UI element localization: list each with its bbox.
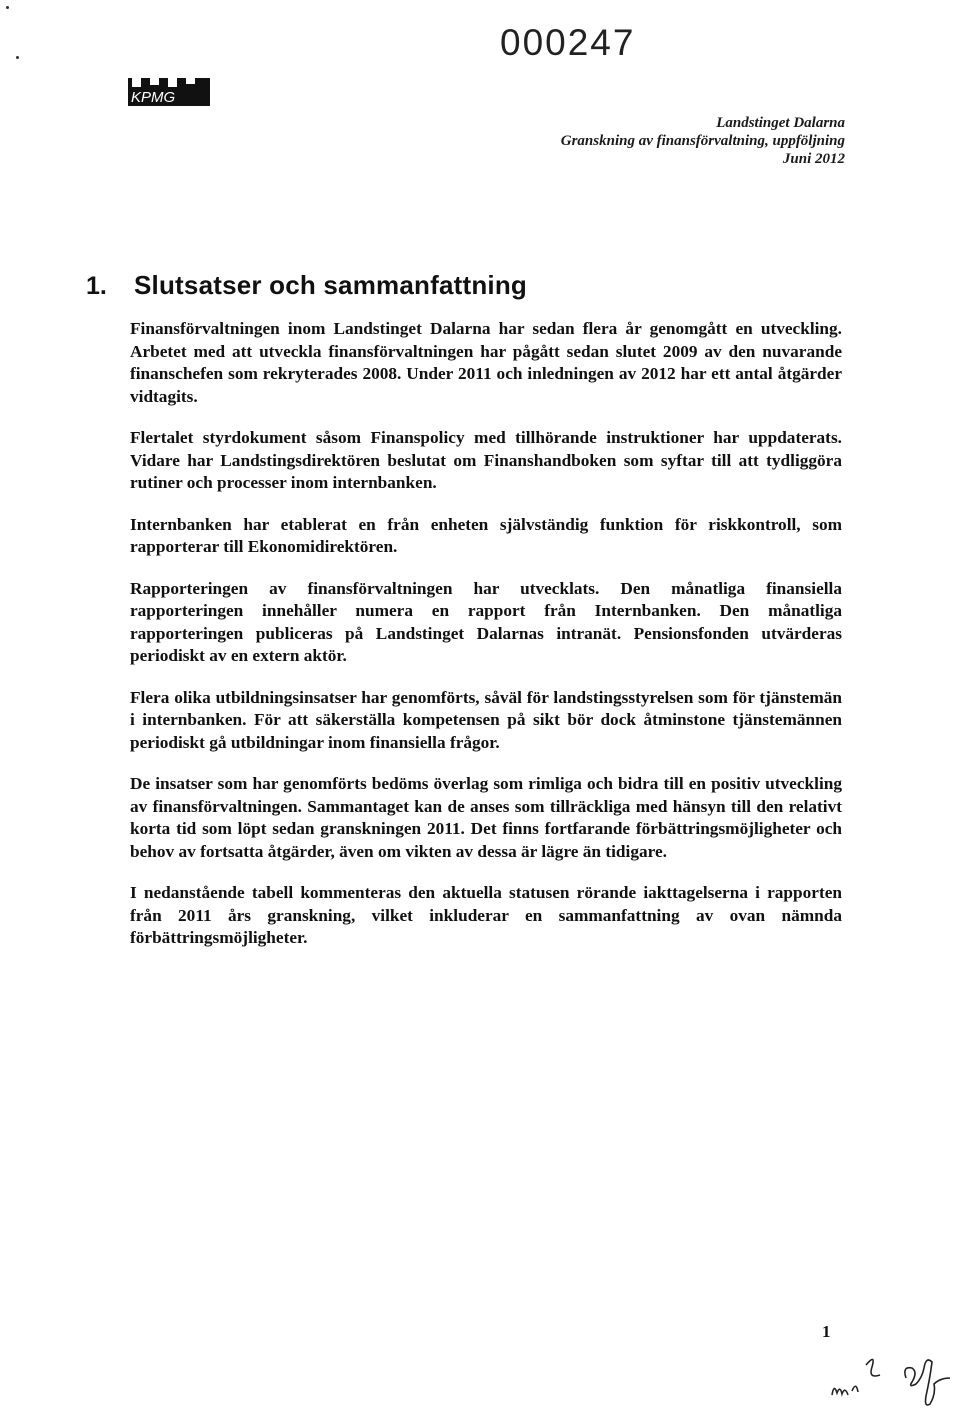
paragraph: Rapporteringen av finansförvaltningen har utvecklats. Den månatliga finansiella rapporteringen innehåller numera en rapport från Internbanken. Den månatliga rapporteringen publiceras på Landstinget Dalarnas intranät. Pensionsfonden utvärderas periodiskt av en extern aktör. (130, 578, 842, 665)
paragraph: Flertalet styrdokument såsom Finanspolicy med tillhörande instruktioner har uppdaterats. Vidare har Landstingsdirektören beslutat om Finanshandboken som syftar till att tydliggöra rutiner och processer inom internbanken. (130, 428, 842, 492)
section-number: 1. (86, 272, 107, 300)
archive-stamp-number: 000247 (500, 22, 636, 63)
handwritten-initials-1 (828, 1345, 898, 1405)
section-heading (86, 270, 527, 301)
section-title: Slutsatser och sammanfattning (134, 270, 527, 300)
header-report-title: Granskning av finansförvaltning, uppföljning (560, 133, 845, 149)
handwritten-initials-2 (900, 1348, 956, 1414)
paragraph: Flera olika utbildningsinsatser har genomförts, såväl för landstingsstyrelsen som för tjänstemän i internbanken. För att säkerställa kompetensen på sikt bör dock åtminstone tjänstemännen periodiskt gå utbildningar inom finansiella frågor. (130, 687, 842, 752)
body-text (130, 318, 842, 969)
paragraph: I nedanstående tabell kommenteras den aktuella statusen rörande iakttagelserna i rapporten från 2011 års granskning, vilket inkluderar en sammanfattning av ovan nämnda förbättringsmöjligheter. (130, 883, 842, 947)
header-organization: Landstinget Dalarna (716, 115, 845, 131)
paragraph: Finansförvaltningen inom Landstinget Dalarna har sedan flera år genomgått en utveckling. Arbetet med att utveckla finansförvaltningen har pågått sedan slutet 2009 av den nuvarande finanschefen som rekryterades 2008. Under 2011 och inledningen av 2012 har ett antal åtgärder vidtagits. (130, 319, 842, 406)
page-number: 1 (822, 1322, 831, 1341)
kpmg-logo (128, 78, 210, 106)
scan-speck (6, 6, 9, 9)
kpmg-logo-text: KPMG (131, 89, 176, 106)
scan-speck (16, 56, 19, 59)
document-header (561, 114, 845, 168)
header-date: Juni 2012 (782, 151, 845, 167)
paragraph: De insatser som har genomförts bedöms överlag som rimliga och bidra till en positiv utveckling av finansförvaltningen. Sammantaget kan de anses som tillräckliga med hänsyn till den relativt korta tid som löpt sedan granskningen 2011. Det finns fortfarande förbättringsmöjligheter och behov av fortsatta åtgärder, även om vikten av dessa är lägre än tidigare. (130, 774, 842, 861)
paragraph: Internbanken har etablerat en från enheten självständig funktion för riskkontroll, som rapporterar till Ekonomidirektören. (130, 514, 842, 556)
